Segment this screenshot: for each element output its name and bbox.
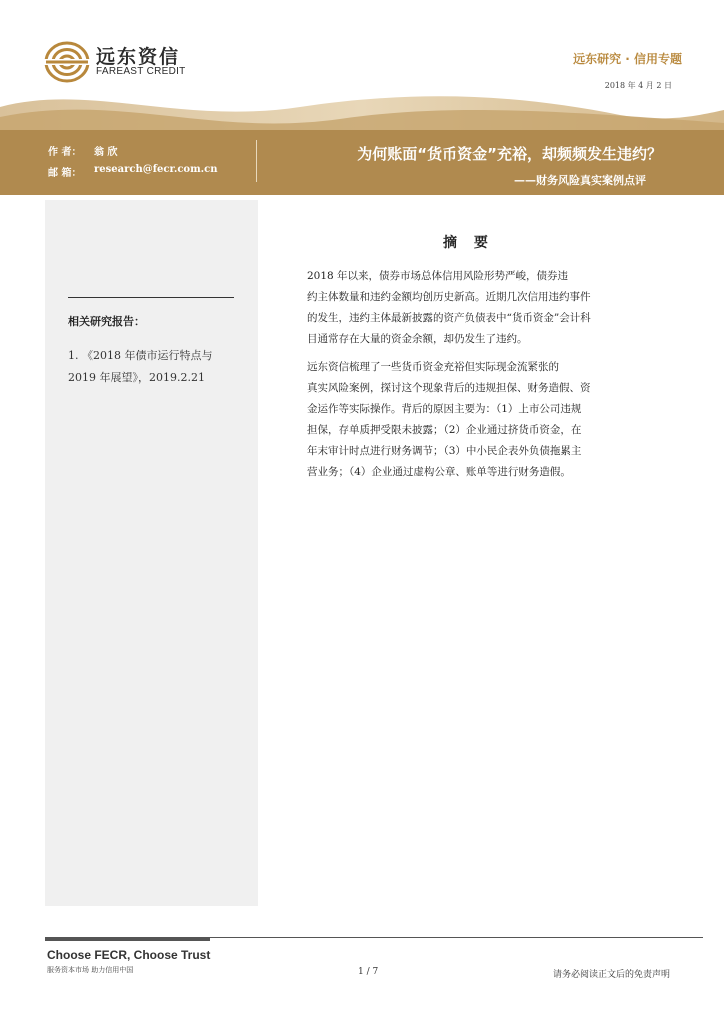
text-line: 远东资信梳理了一些货币资金充裕但实际现金流紧张的	[307, 361, 559, 373]
abstract-title: 摘 要	[443, 235, 494, 251]
report-subtitle: ——财务风险真实案例点评	[514, 174, 646, 187]
email-label: 邮 箱：	[48, 168, 82, 179]
abstract-paragraph-2	[307, 357, 591, 483]
footer-disclaimer: 请务必阅读正文后的免责声明	[552, 970, 670, 980]
footer-tagline: Choose FECR, Choose Trust	[47, 948, 211, 962]
brand-name-en: FAREAST CREDIT	[96, 66, 186, 77]
related-report-item[interactable]: 1. 《2018 年债市运行特点与	[68, 349, 213, 362]
text-line: 2018 年以来，债券市场总体信用风险形势严峻，债券违	[307, 270, 569, 282]
abstract-paragraph-1	[307, 266, 591, 350]
author-label: 作 者：	[48, 147, 82, 158]
report-date: 2018 年 4 月 2 日	[604, 81, 672, 90]
text-line: 年末审计时点进行财务调节；（3）中小民企表外负债拖累主	[307, 445, 582, 457]
footer-slogan: 服务资本市场 助力信用中国	[47, 966, 134, 974]
sidebar-rule	[68, 297, 234, 298]
text-line: 金运作等实际操作。背后的原因主要为：（1）上市公司违规	[307, 403, 582, 415]
report-series: 远东研究 · 信用专题	[573, 52, 682, 66]
page-number: 1 / 7	[358, 967, 379, 977]
brand-name-cn: 远东资信	[96, 46, 181, 68]
text-line: 目通常存在大量的资金余额，却仍发生了违约。	[307, 333, 528, 345]
related-reports-heading: 相关研究报告：	[68, 315, 145, 328]
report-title: 为何账面“货币资金”充裕，却频频发生违约？	[357, 145, 662, 163]
email-address[interactable]: research@fecr.com.cn	[94, 164, 218, 175]
related-report-item-cont[interactable]: 2019 年展望》，2019.2.21	[68, 371, 205, 384]
author-name: 翁 欣	[94, 147, 118, 158]
text-line: 担保，存单质押受限未披露；（2）企业通过挤货币资金，在	[307, 424, 582, 436]
footer-rule-accent	[45, 938, 210, 941]
text-line: 营业务；（4）企业通过虚构公章、账单等进行财务造假。	[307, 466, 571, 478]
company-logo	[44, 40, 204, 84]
sidebar-panel	[45, 200, 258, 906]
text-line: 真实风险案例，探讨这个现象背后的违规担保、财务造假、资	[307, 382, 591, 394]
text-line: 的发生，违约主体最新披露的资产负债表中“货币资金”会计科	[307, 312, 591, 324]
banner-divider	[256, 140, 257, 182]
logo-emblem-icon	[44, 40, 92, 84]
text-line: 约主体数量和违约金额均创历史新高。近期几次信用违约事件	[307, 291, 591, 303]
